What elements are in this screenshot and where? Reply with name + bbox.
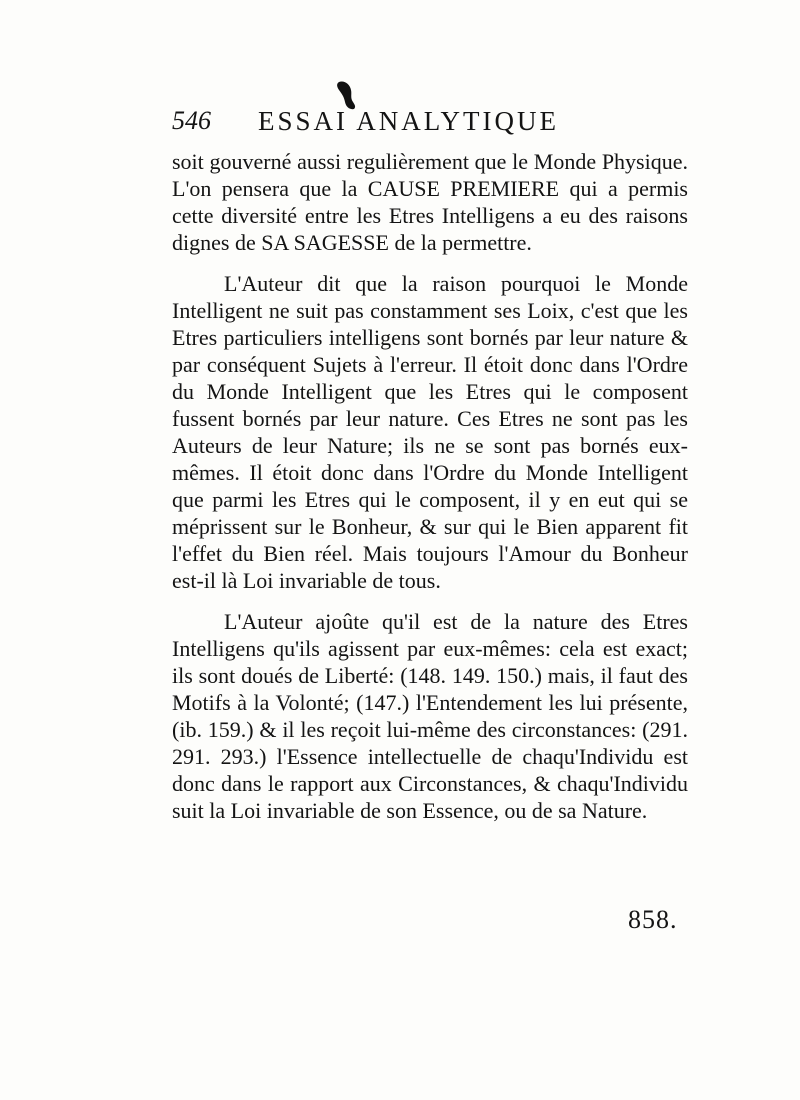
page-number: 546 (172, 106, 211, 135)
body-text (172, 148, 688, 824)
running-head (172, 106, 612, 146)
paragraph-1: soit gouverné aussi regulièrement que le Monde Physique. L'on pensera que la CAUSE PREMIERE qui a permis cette diversité entre les Etres Intelligens a eu des raisons dignes de SA SAGESSE de la permettre. (172, 149, 688, 255)
running-title: ESSAI ANALYTIQUE (258, 106, 560, 136)
paragraph-3: L'Auteur ajoûte qu'il est de la nature des Etres Intelligens qu'ils agissent par eux-mêmes: cela est exact; ils sont doués de Liberté: (148. 149. 150.) mais, il faut des Motifs à la Volonté; (147.) l'Entendement les lui présente, (ib. 159.) & il les reçoit lui-même des circonstances: (291. 291. 293.) l'Essence intellectuelle de chaqu'Individu est donc dans le rapport aux Circonstances, & chaqu'Individu suit la Loi invariable de son Essence, ou de sa Nature. (172, 609, 688, 823)
paragraph-2: L'Auteur dit que la raison pourquoi le Monde Intelligent ne suit pas constamment ses Loix, c'est que les Etres particuliers intelligens sont bornés par leur nature & par conséquent Sujets à l'erreur. Il étoit donc dans l'Ordre du Monde Intelligent que les Etres qui le composent fussent bornés par leur nature. Ces Etres ne sont pas les Auteurs de leur Nature; ils ne se sont pas bornés eux-mêmes. Il étoit donc dans l'Ordre du Monde Intelligent que parmi les Etres qui le composent, il y en eut qui se méprissent sur le Bonheur, & sur qui le Bien apparent fit l'effet du Bien réel. Mais toujours l'Amour du Bonheur est-il là Loi invariable de tous. (172, 271, 688, 593)
catchword: 858. (628, 905, 678, 934)
